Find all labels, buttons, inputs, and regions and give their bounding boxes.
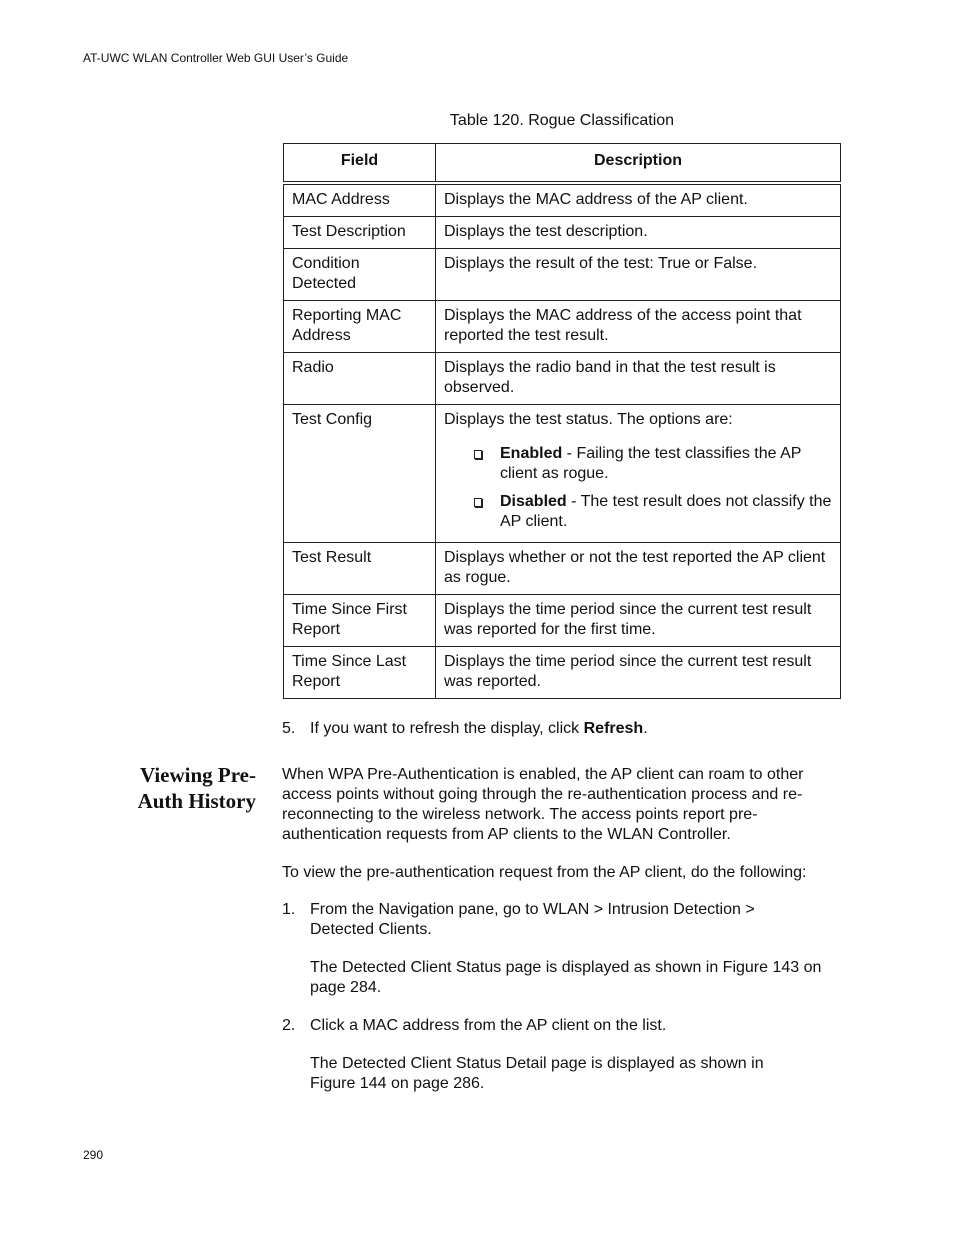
field-cell: Test Result [284, 543, 436, 595]
step-1 [282, 900, 822, 998]
description-cell: Displays the time period since the current test result was reported for the first time. [436, 595, 841, 647]
step-text: From the Navigation pane, go to WLAN > Intrusion Detection > Detected Clients. [310, 901, 755, 938]
section-intro: When WPA Pre-Authentication is enabled, the AP client can roam to other access points without going through the re-authentication process and re-reconnecting to the wireless network. The access points report pre-authentication requests from AP clients to the WLAN Controller. [282, 766, 804, 843]
step-number: 2. [282, 1017, 296, 1034]
step-number: 1. [282, 901, 296, 918]
field-cell: Condition Detected [284, 249, 436, 301]
description-cell: Displays the result of the test: True or False. [436, 249, 841, 301]
field-cell: Test Description [284, 217, 436, 249]
running-header: AT-UWC WLAN Controller Web GUI User’s Guide [83, 51, 349, 65]
section-heading: Viewing Pre-Auth History [137, 763, 256, 813]
table-caption: Table 120. Rogue Classification [449, 112, 675, 129]
refresh-term: Refresh [583, 720, 644, 737]
table-row [284, 183, 841, 217]
test-config-options [444, 444, 832, 532]
section-lead: To view the pre-authentication request from the AP client, do the following: [282, 864, 807, 881]
table-row [284, 595, 841, 647]
field-cell: MAC Address [284, 183, 436, 217]
option-term: Enabled [500, 445, 563, 462]
list-item [472, 492, 832, 532]
table-header-row [284, 144, 841, 184]
column-header-field: Field [284, 144, 436, 184]
column-header-description: Description [436, 144, 841, 184]
option-text: - The test result does not classify the AP client. [500, 493, 832, 530]
step-2 [282, 1016, 822, 1094]
rogue-classification-table [283, 143, 841, 699]
table-row [284, 647, 841, 699]
description-cell [436, 405, 841, 543]
field-cell: Radio [284, 353, 436, 405]
field-cell: Test Config [284, 405, 436, 543]
step-5 [282, 720, 648, 738]
field-cell: Reporting MAC Address [284, 301, 436, 353]
option-term: Disabled [500, 493, 567, 510]
step-note: The Detected Client Status page is displayed as shown in Figure 143 on page 284. [310, 959, 822, 996]
list-item [472, 444, 832, 484]
table-row [284, 543, 841, 595]
step-number: 5. [282, 720, 296, 737]
step-text: If you want to refresh the display, click [310, 720, 584, 737]
step-note: The Detected Client Status Detail page is displayed as shown in Figure 144 on page 286. [310, 1055, 764, 1092]
step-end: . [643, 720, 648, 737]
description-cell: Displays the radio band in that the test result is observed. [436, 353, 841, 405]
page-number: 290 [83, 1148, 104, 1162]
table-row [284, 405, 841, 543]
step-text: Click a MAC address from the AP client on the list. [310, 1017, 667, 1034]
option-text: - Failing the test classifies the AP client as rogue. [500, 445, 802, 482]
table-row [284, 301, 841, 353]
description-cell: Displays whether or not the test reported the AP client as rogue. [436, 543, 841, 595]
field-cell: Time Since First Report [284, 595, 436, 647]
description-cell: Displays the test description. [436, 217, 841, 249]
field-cell: Time Since Last Report [284, 647, 436, 699]
checkbox-bullet-icon [474, 498, 482, 507]
table-row [284, 249, 841, 301]
description-cell: Displays the MAC address of the access point that reported the test result. [436, 301, 841, 353]
description-cell: Displays the MAC address of the AP client. [436, 183, 841, 217]
test-config-intro: Displays the test status. The options are: [444, 411, 733, 428]
description-cell: Displays the time period since the current test result was reported. [436, 647, 841, 699]
table-row [284, 217, 841, 249]
table-row [284, 353, 841, 405]
checkbox-bullet-icon [474, 450, 482, 459]
